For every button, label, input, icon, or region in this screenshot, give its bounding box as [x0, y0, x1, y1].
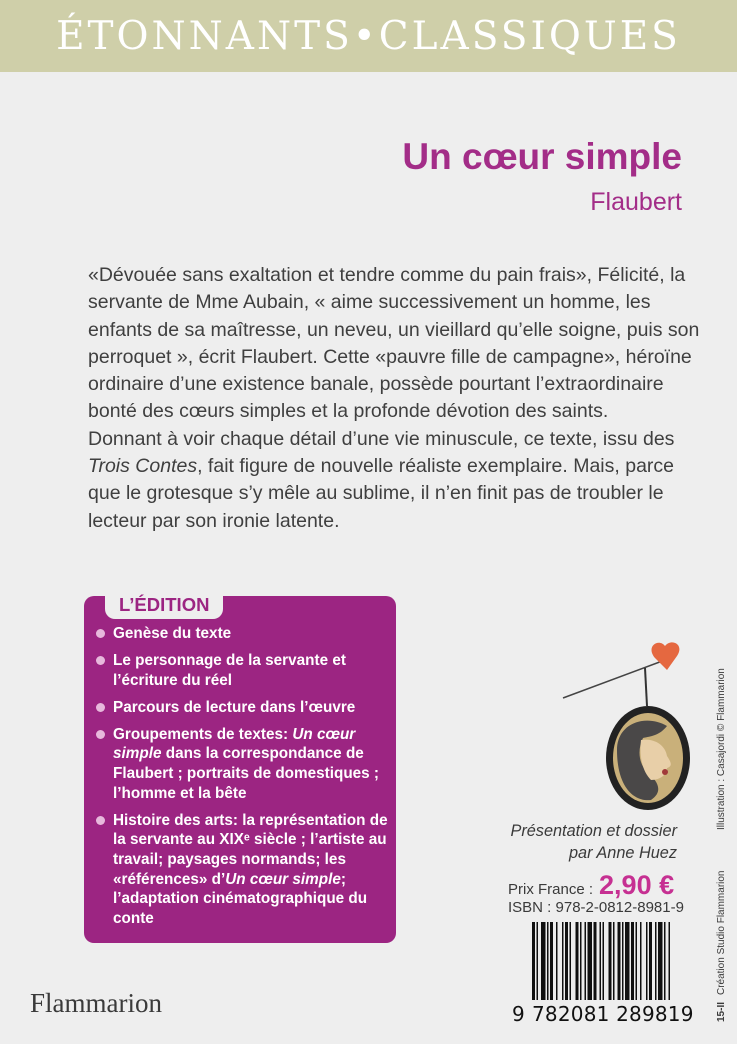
barcode-bar [580, 922, 582, 1000]
barcode-bar [537, 922, 539, 1000]
list-item [96, 651, 392, 690]
barcode-bar [609, 922, 612, 1000]
edition-item-4-end: dans la correspondance de Flaubert ; portraits de domestiques ; l’homme et la bête [113, 745, 380, 802]
edition-item-4-title: Un cœur simple [113, 725, 356, 763]
barcode-bar [646, 922, 648, 1000]
illustration-credit: Illustration : Casajordi © Flammarion [716, 668, 727, 830]
barcode-bar [547, 922, 549, 1000]
edition-item-3: Parcours de lecture dans l’œuvre [113, 698, 356, 716]
list-item [96, 624, 392, 644]
barcode-bar [636, 922, 638, 1000]
barcode-bar [576, 922, 579, 1000]
bullet-icon [96, 703, 105, 712]
barcode-bar [600, 922, 602, 1000]
barcode-bar [541, 922, 546, 1000]
barcode-bar [570, 922, 572, 1000]
isbn: ISBN : 978-2-0812-8981-9 [508, 899, 684, 916]
blurb-paragraph-1: «Dévouée sans exaltation et tendre comme du pain frais», Félicité, la servante de Mme Aubain, « aime successivement un homme, les enfants de sa maîtresse, un neveu, un vieillard qu’elle soigne, puis son perroquet », écrit Flaubert. Cette «pauvre fille de campagne», héroïne ordinaire d’une existence banale, possède pourtant l’extraordinaire bonté des cœurs simples et la profonde dévotion des saints. [88, 264, 700, 423]
edition-heading: L’ÉDITION [105, 592, 223, 619]
barcode-digits: 782081 289819 [532, 1002, 694, 1026]
barcode-bar [603, 922, 605, 1000]
barcode-bar [565, 922, 568, 1000]
portrait-lips [662, 769, 668, 775]
edition-code: 15-II [716, 1001, 727, 1022]
list-item [96, 698, 392, 718]
blurb-paragraph-2 [88, 426, 700, 535]
edition-item-4-start: Groupements de textes: [113, 725, 293, 743]
credits-line-1: Présentation et dossier [510, 822, 677, 840]
barcode-bar [622, 922, 624, 1000]
publisher-logo: Flammarion [30, 988, 162, 1018]
design-credit: Création Studio Flammarion [716, 870, 727, 995]
series-title: ÉTONNANTS•CLASSIQUES [56, 13, 681, 59]
edition-item-5-title: Un cœur simple [225, 870, 341, 888]
credits [510, 820, 677, 864]
edition-item-5-start: Histoire des arts: la représentation de la servante au XIXᵉ siècle ; l’artiste au travail; paysages normands; les «références» d’ [113, 811, 388, 888]
bullet-icon [96, 656, 105, 665]
back-cover-blurb [88, 262, 700, 535]
illustration-string [563, 660, 665, 698]
barcode-bar [550, 922, 553, 1000]
barcode-bar [655, 922, 657, 1000]
edition-item-5-end: ; l’adaptation cinématographique du conte [113, 870, 368, 927]
barcode-bar [649, 922, 652, 1000]
barcode-bar [588, 922, 593, 1000]
price-value: 2,90 € [599, 870, 675, 900]
barcode-bar [613, 922, 615, 1000]
barcode-bar [556, 922, 558, 1000]
cover-illustration [555, 640, 705, 815]
price-line [508, 870, 674, 901]
series-band [0, 0, 737, 72]
barcode-bar [669, 922, 671, 1000]
barcode-bar [631, 922, 634, 1000]
bullet-icon [96, 816, 105, 825]
blurb-p2-start: Donnant à voir chaque détail d’une vie minuscule, ce texte, issu des [88, 427, 675, 450]
barcode-bar [640, 922, 642, 1000]
barcode [512, 922, 704, 1028]
price-label: Prix France : [508, 881, 594, 898]
edition-item-1: Genèse du texte [113, 625, 232, 642]
barcode-bar [532, 922, 535, 1000]
edition-list [96, 624, 392, 936]
list-item [96, 811, 392, 929]
barcode-bar [562, 922, 564, 1000]
book-author: Flaubert [590, 188, 682, 216]
heart-icon [652, 642, 680, 670]
blurb-p2-end: , fait figure de nouvelle réaliste exemplaire. Mais, parce que le grotesque s’y mêle au sublime, il n’en finit pas de troubler le lecteur par son ironie latente. [88, 455, 674, 532]
barcode-bar [594, 922, 597, 1000]
illustration-hook [645, 668, 647, 706]
blurb-p2-title: Trois Contes [88, 455, 198, 478]
credits-line-2: par Anne Huez [568, 844, 677, 862]
book-title: Un cœur simple [402, 136, 682, 177]
barcode-bar [664, 922, 666, 1000]
barcode-bar [658, 922, 663, 1000]
list-item [96, 725, 392, 803]
barcode-bar [625, 922, 630, 1000]
barcode-lead-digit: 9 [512, 1002, 525, 1026]
barcode-bar [618, 922, 621, 1000]
barcode-bars [532, 922, 702, 1002]
edition-item-2: Le personnage de la servante et l’écriture du réel [113, 652, 346, 689]
barcode-bar [585, 922, 587, 1000]
bullet-icon [96, 730, 105, 739]
bullet-icon [96, 629, 105, 638]
